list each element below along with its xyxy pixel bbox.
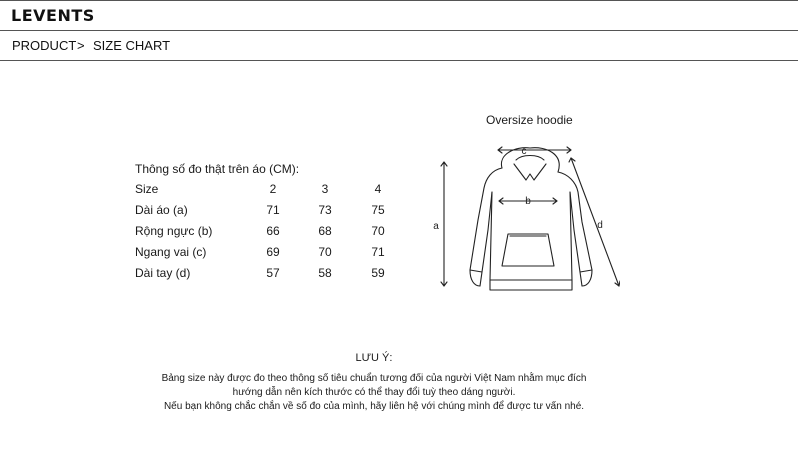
row-value: 69: [266, 245, 280, 259]
note-title: LƯU Ý:: [355, 352, 393, 364]
hood-outline: [501, 148, 559, 172]
size-header-value: 3: [321, 182, 329, 196]
size-header-value: 2: [269, 182, 277, 196]
measure-label-a: a: [433, 221, 439, 232]
row-value: 70: [318, 245, 332, 259]
row-label: Dài tay (d): [135, 266, 191, 280]
breadcrumb-product[interactable]: PRODUCT: [12, 38, 77, 53]
measure-d-arrow: [569, 158, 620, 286]
hoodie-illustration: [430, 140, 620, 300]
row-value: 66: [266, 224, 280, 238]
row-value: 71: [371, 245, 385, 259]
measure-label-d: d: [597, 220, 603, 231]
table-row: [0, 203, 420, 221]
row-value: 58: [318, 266, 332, 280]
note-line: hướng dẫn nên kích thước có thể thay đổi tuỳ theo dáng người.: [232, 387, 516, 398]
row-value: 73: [318, 203, 332, 217]
breadcrumb-separator: >: [77, 38, 85, 53]
table-row: [0, 224, 420, 242]
row-value: 75: [371, 203, 385, 217]
breadcrumb-size-chart: SIZE CHART: [93, 38, 171, 53]
row-value: 70: [371, 224, 385, 238]
breadcrumb: [0, 31, 798, 61]
table-row: [0, 266, 420, 284]
table-row: [0, 245, 420, 263]
measure-label-c: c: [521, 146, 527, 157]
row-label: Dài áo (a): [135, 203, 188, 217]
size-table-title: Thông số đo thật trên áo (CM):: [135, 162, 300, 176]
brand-logo[interactable]: LEVENTS: [11, 6, 95, 25]
row-label: Ngang vai (c): [135, 245, 207, 259]
note-line: Bảng size này được đo theo thông số tiêu chuẩn tương đối của người Việt Nam nhằm mục đích: [161, 373, 587, 384]
row-value: 59: [371, 266, 385, 280]
row-value: 68: [318, 224, 332, 238]
measure-label-b: b: [525, 196, 531, 207]
top-header: [0, 0, 798, 31]
measure-a-arrow: [441, 162, 447, 286]
size-header-label: Size: [135, 182, 159, 196]
row-value: 57: [266, 266, 280, 280]
note-line: Nếu bạn không chắc chắn về số đo của mình, hãy liên hệ với chúng mình để được tư vấn nhé.: [163, 401, 585, 412]
hoodie-title: Oversize hoodie: [486, 113, 573, 127]
size-header-value: 4: [374, 182, 382, 196]
row-label: Rộng ngực (b): [135, 224, 213, 238]
size-table-header-row: [0, 182, 420, 200]
row-value: 71: [266, 203, 280, 217]
